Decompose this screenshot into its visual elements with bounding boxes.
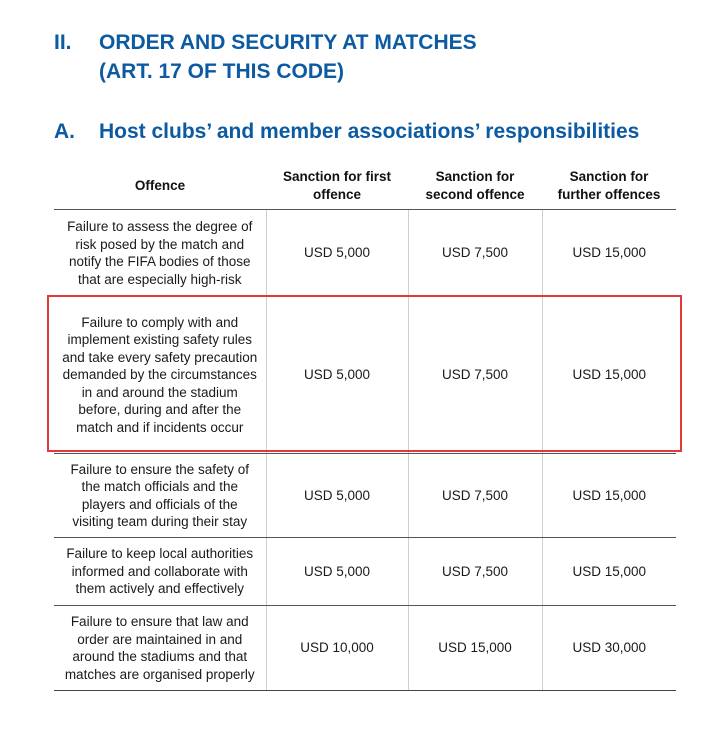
second-sanction-cell: USD 7,500 [408,210,542,297]
first-sanction-cell: USD 5,000 [266,538,408,606]
second-sanction-cell: USD 7,500 [408,454,542,538]
sanctions-table [54,163,676,691]
section-title-line2: (ART. 17 OF THIS CODE) [99,60,345,83]
offence-cell: Failure to ensure that law and order are maintained in and around the stadiums and that matches are organised properly [54,606,266,691]
table-header-row [54,163,676,210]
first-sanction-cell: USD 5,000 [266,454,408,538]
subsection-title: Host clubs’ and member associations’ responsibilities [99,120,640,143]
table-row [54,606,676,691]
header-offence: Offence [54,163,266,210]
table-row [54,297,676,454]
offence-cell: Failure to keep local authorities informed and collaborate with them actively and effectively [54,538,266,606]
first-sanction-cell: USD 5,000 [266,297,408,454]
header-further-offences: Sanction for further offences [542,163,676,210]
table-row [54,210,676,297]
first-sanction-cell: USD 10,000 [266,606,408,691]
further-sanction-cell: USD 30,000 [542,606,676,691]
section-title-line1: ORDER AND SECURITY AT MATCHES [99,31,477,54]
further-sanction-cell: USD 15,000 [542,210,676,297]
first-sanction-cell: USD 5,000 [266,210,408,297]
offence-cell: Failure to ensure the safety of the match officials and the players and officials of the visiting team during their stay [54,454,266,538]
further-sanction-cell: USD 15,000 [542,454,676,538]
header-first-offence: Sanction for first offence [266,163,408,210]
table-row [54,538,676,606]
further-sanction-cell: USD 15,000 [542,538,676,606]
subsection-heading [54,118,639,146]
second-sanction-cell: USD 7,500 [408,297,542,454]
section-heading [54,28,477,86]
further-sanction-cell: USD 15,000 [542,297,676,454]
offence-cell: Failure to assess the degree of risk posed by the match and notify the FIFA bodies of those that are especially high-risk [54,210,266,297]
section-number: II. [54,31,72,54]
second-sanction-cell: USD 7,500 [408,538,542,606]
subsection-number: A. [54,120,75,143]
second-sanction-cell: USD 15,000 [408,606,542,691]
header-second-offence: Sanction for second offence [408,163,542,210]
offence-cell: Failure to comply with and implement existing safety rules and take every safety precaution demanded by the circumstances in and around the stadium before, during and after the match and if incidents occur [54,297,266,454]
table-row [54,454,676,538]
